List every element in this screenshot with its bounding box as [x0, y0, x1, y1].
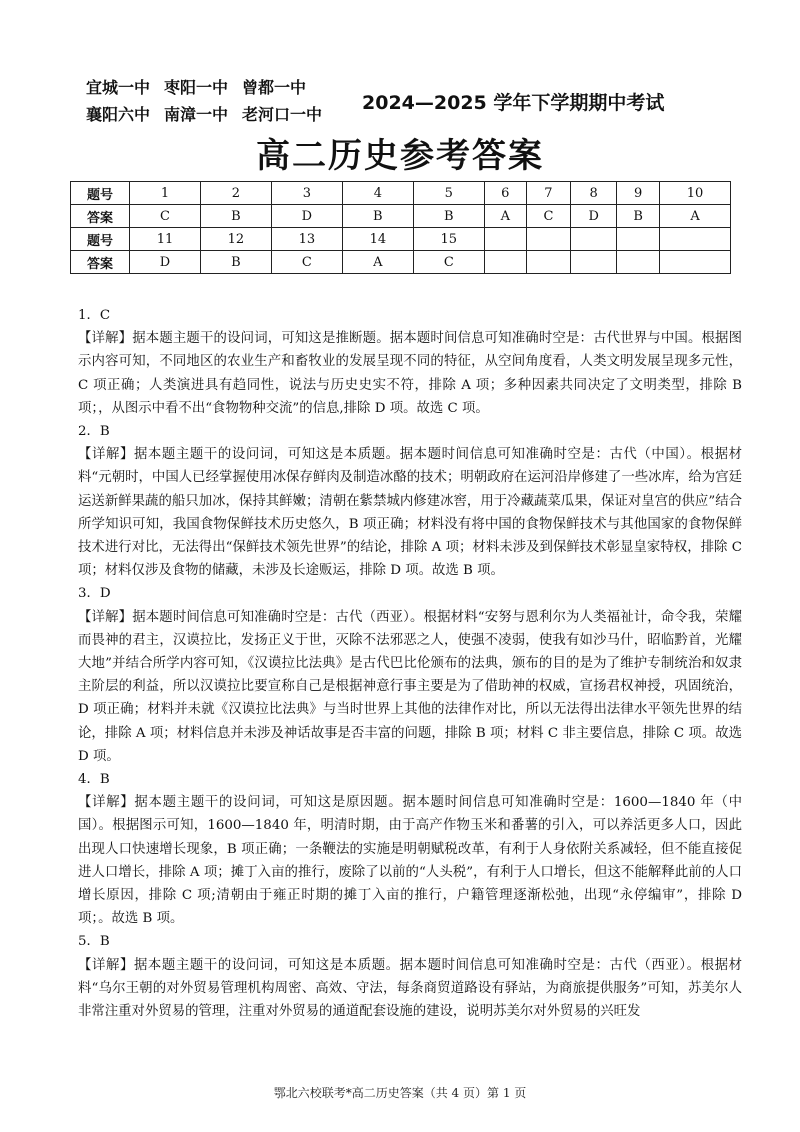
item-detail: 【详解】据本题主题干的设问词，可知这是本质题。据本题时间信息可知准确时空是：古代（西亚）。根据材料“乌尔王朝的对外贸易管理机构周密、高效、守法，每条商贸道路设有驿站，为商旅提供服务”可知，苏美尔人非常注重对外贸易的管理，注重对外贸易的通道配套设施的建设，说明苏美尔对外贸易的兴旺发 [78, 957, 742, 1020]
item-detail: 【详解】据本题时间信息可知准确时空是：古代（西亚）。根据材料“安努与恩利尔为人类福祉计，命令我，荣耀而畏神的君主，汉谟拉比，发扬正义于世，灭除不法邪恶之人，使强不凌弱，使我有如沙马什，昭临黔首，光耀大地”并结合所学内容可知，《汉谟拉比法典》是古代巴比伦颁布的法典，颁布的目的是为了维护专制统治和奴隶主阶层的利益，所以汉谟拉比要宣称自己是根据神意行事主要是为了借助神的权威，宣扬君权神授，巩固统治，D 项正确；材料并未就《汉谟拉比法典》与当时世界上其他的法律作对比，所以无法得出法律水平领先世界的结论，排除 A 项；材料信息并未涉及神话故事是否丰富的问题，排除 B 项；材料 C 非主要信息，排除 C 项。故选 D 项。 [78, 609, 742, 764]
question-number: 7 [526, 182, 570, 205]
question-row-1 [71, 182, 731, 205]
question-number: 3 [271, 182, 342, 205]
answer-cell: C [413, 251, 484, 274]
answer-cell: B [342, 205, 413, 228]
item-number: 2．B [78, 424, 110, 440]
question-number: 11 [130, 228, 201, 251]
answer-cell: A [484, 205, 526, 228]
item-number: 3．D [78, 586, 111, 602]
question-number: 5 [413, 182, 484, 205]
question-number: 2 [200, 182, 271, 205]
question-label: 题号 [71, 228, 130, 251]
item-detail: 【详解】据本题主题干的设问词，可知这是推断题。据本题时间信息可知准确时空是：古代世界与中国。根据图示内容可知，不同地区的农业生产和畜牧业的发展呈现不同的特征，从空间角度看，人类文明发展呈现多元性，C 项正确；人类演进具有趋同性，说法与历史史实不符，排除 A 项；多种因素共同决定了文明类型，排除 B 项；，从图示中看不出“食物物种交流”的信息,排除 D 项。故选 C 项。 [78, 331, 742, 416]
answer-cell: B [617, 205, 660, 228]
question-row-2 [71, 228, 731, 251]
question-number: 4 [342, 182, 413, 205]
answer-cell: B [200, 205, 271, 228]
question-number: 14 [342, 228, 413, 251]
question-number: 13 [271, 228, 342, 251]
item-detail: 【详解】据本题主题干的设问词，可知这是原因题。据本题时间信息可知准确时空是：1600—1840 年（中国）。根据图示可知，1600—1840 年，明清时期，由于高产作物玉米和番薯的引入，可以养活更多人口，因此出现人口快速增长现象，B 项正确；一条鞭法的实施是明朝赋税改革，有利于人身依附关系减轻，但不能直接促进人口增长，排除 A 项；摊丁入亩的推行，废除了以前的“人头税”，有利于人口增长，但这不能解释此前的人口增长原因，排除 C 项;清朝由于雍正时期的摊丁入亩的推行，户籍管理逐渐松弛，出现“永停编审”，排除 D 项；。故选 B 项。 [78, 795, 742, 927]
answer-cell [660, 251, 731, 274]
question-number: 10 [660, 182, 731, 205]
answer-table [70, 181, 731, 274]
question-number [571, 228, 617, 251]
question-number [617, 228, 660, 251]
item-number: 5．B [78, 934, 110, 950]
answer-cell: D [571, 205, 617, 228]
answer-cell: D [130, 251, 201, 274]
answer-cell: A [342, 251, 413, 274]
answer-cell: B [200, 251, 271, 274]
question-number: 8 [571, 182, 617, 205]
answer-cell: C [130, 205, 201, 228]
answer-cell [526, 251, 570, 274]
answer-explanations [78, 304, 742, 1023]
answer-cell [484, 251, 526, 274]
school-row-2 [86, 101, 336, 128]
answer-cell: A [660, 205, 731, 228]
answer-label: 答案 [71, 205, 130, 228]
school-name: 枣阳一中 [164, 78, 229, 97]
exam-title: 2024—2025 学年下学期期中考试 [362, 92, 665, 114]
school-name: 南漳一中 [164, 105, 229, 124]
answer-cell [571, 251, 617, 274]
question-number: 1 [130, 182, 201, 205]
page-title: 高二历史参考答案 [256, 136, 544, 176]
page-footer: 鄂北六校联考*高二历史答案（共 4 页）第 1 页 [273, 1086, 527, 1100]
answer-cell: C [271, 251, 342, 274]
question-number: 15 [413, 228, 484, 251]
answer-cell: D [271, 205, 342, 228]
school-name: 襄阳六中 [86, 105, 151, 124]
question-number [526, 228, 570, 251]
item-detail: 【详解】据本题主题干的设问词，可知这是本质题。据本题时间信息可知准确时空是：古代（中国）。根据材料“元朝时，中国人已经掌握使用冰保存鲜肉及制造冰酪的技术；明朝政府在运河沿岸修建了一些冰库，给为宫廷运送新鲜果蔬的船只加冰，保持其鲜嫩；清朝在紫禁城内修建冰窖，用于冷藏蔬菜瓜果，保证对皇宫的供应”结合所学知识可知，我国食物保鲜技术历史悠久，B 项正确；材料没有将中国的食物保鲜技术与其他国家的食物保鲜技术进行对比，无法得出“保鲜技术领先世界”的结论，排除 A 项；材料未涉及到保鲜技术彰显皇家特权，排除 C 项；材料仅涉及食物的储藏，未涉及长途贩运，排除 D 项。故选 B 项。 [78, 447, 742, 579]
school-name: 宜城一中 [86, 78, 151, 97]
answer-cell: B [413, 205, 484, 228]
question-number: 12 [200, 228, 271, 251]
school-list [86, 74, 336, 128]
question-number: 9 [617, 182, 660, 205]
question-number [660, 228, 731, 251]
answer-row-1 [71, 205, 731, 228]
answer-cell [617, 251, 660, 274]
answer-label: 答案 [71, 251, 130, 274]
school-row-1 [86, 74, 336, 101]
question-number [484, 228, 526, 251]
question-label: 题号 [71, 182, 130, 205]
question-number: 6 [484, 182, 526, 205]
answer-row-2 [71, 251, 731, 274]
school-name: 老河口一中 [242, 105, 323, 124]
answer-cell: C [526, 205, 570, 228]
item-number: 1．C [78, 308, 111, 323]
item-number: 4．B [78, 772, 110, 788]
school-name: 曾都一中 [242, 78, 307, 97]
